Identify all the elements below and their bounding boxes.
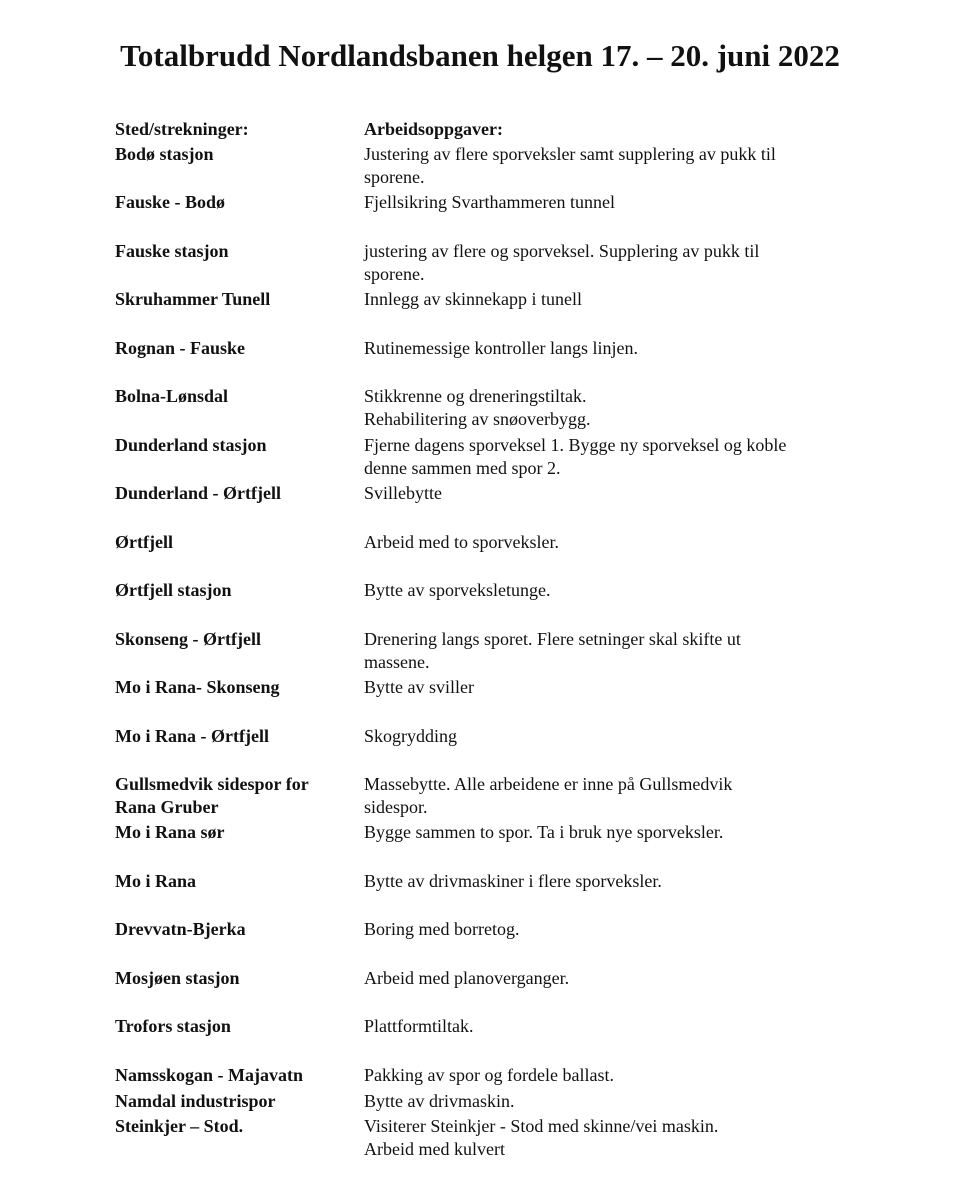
task-cell: Fjellsikring Svarthammeren tunnel xyxy=(364,192,615,212)
place-cell: Skruhammer Tunell xyxy=(115,289,271,309)
place-cell: Bolna-Lønsdal xyxy=(115,386,229,406)
place-cell: Mo i Rana xyxy=(115,871,196,891)
task-cell: justering av flere og sporveksel. Supplering av pukk til sporene. xyxy=(364,241,760,284)
place-cell: Gullsmedvik sidespor for Rana Gruber xyxy=(115,774,309,817)
place-cell: Ørtfjell xyxy=(115,532,173,552)
task-cell: Pakking av spor og fordele ballast. xyxy=(364,1065,614,1085)
place-cell: Mo i Rana sør xyxy=(115,822,225,842)
document-title: Totalbrudd Nordlandsbanen helgen 17. – 20. juni 2022 xyxy=(120,38,840,73)
place-cell: Fauske stasjon xyxy=(115,241,229,261)
place-cell: Dunderland stasjon xyxy=(115,435,267,455)
place-cell: Trofors stasjon xyxy=(115,1016,231,1036)
place-cell: Mosjøen stasjon xyxy=(115,968,240,988)
task-cell: Bygge sammen to spor. Ta i bruk nye sporveksler. xyxy=(364,822,724,842)
place-cell: Mo i Rana- Skonseng xyxy=(115,677,280,697)
task-cell: Skogrydding xyxy=(364,726,458,746)
task-cell: Visiterer Steinkjer - Stod med skinne/vei maskin. Arbeid med kulvert xyxy=(364,1116,719,1159)
task-cell: Bytte av sviller xyxy=(364,677,474,697)
task-cell: Boring med borretog. xyxy=(364,919,520,939)
place-cell: Ørtfjell stasjon xyxy=(115,580,232,600)
place-cell: Namsskogan - Majavatn xyxy=(115,1065,304,1085)
task-cell: Justering av flere sporveksler samt supplering av pukk til sporene. xyxy=(364,144,776,187)
task-cell: Arbeid med to sporveksler. xyxy=(364,532,559,552)
task-cell: Fjerne dagens sporveksel 1. Bygge ny sporveksel og koble denne sammen med spor 2. xyxy=(364,435,787,478)
task-cell: Innlegg av skinnekapp i tunell xyxy=(364,289,582,309)
place-cell: Drevvatn-Bjerka xyxy=(115,919,246,939)
task-cell: Bytte av sporveksletunge. xyxy=(364,580,551,600)
task-cell: Bytte av drivmaskiner i flere sporveksler. xyxy=(364,871,662,891)
task-cell: Drenering langs sporet. Flere setninger skal skifte ut massene. xyxy=(364,629,741,672)
place-cell: Rognan - Fauske xyxy=(115,338,246,358)
place-cell: Fauske - Bodø xyxy=(115,192,226,212)
place-cell: Namdal industrispor xyxy=(115,1091,276,1111)
task-cell: Rutinemessige kontroller langs linjen. xyxy=(364,338,638,358)
task-cell: Bytte av drivmaskin. xyxy=(364,1091,515,1111)
task-cell: Massebytte. Alle arbeidene er inne på Gullsmedvik sidespor. xyxy=(364,774,733,817)
column-header-task: Arbeidsoppgaver: xyxy=(364,119,503,139)
task-cell: Svillebytte xyxy=(364,483,442,503)
place-cell: Dunderland - Ørtfjell xyxy=(115,483,281,503)
place-cell: Bodø stasjon xyxy=(115,144,214,164)
task-cell: Stikkrenne og dreneringstiltak. Rehabilitering av snøoverbygg. xyxy=(364,386,591,429)
place-cell: Steinkjer – Stod. xyxy=(115,1116,244,1136)
task-cell: Arbeid med planoverganger. xyxy=(364,968,570,988)
column-header-place: Sted/strekninger: xyxy=(115,119,249,139)
place-cell: Mo i Rana - Ørtfjell xyxy=(115,726,269,746)
task-cell: Plattformtiltak. xyxy=(364,1016,474,1036)
place-cell: Skonseng - Ørtfjell xyxy=(115,629,261,649)
